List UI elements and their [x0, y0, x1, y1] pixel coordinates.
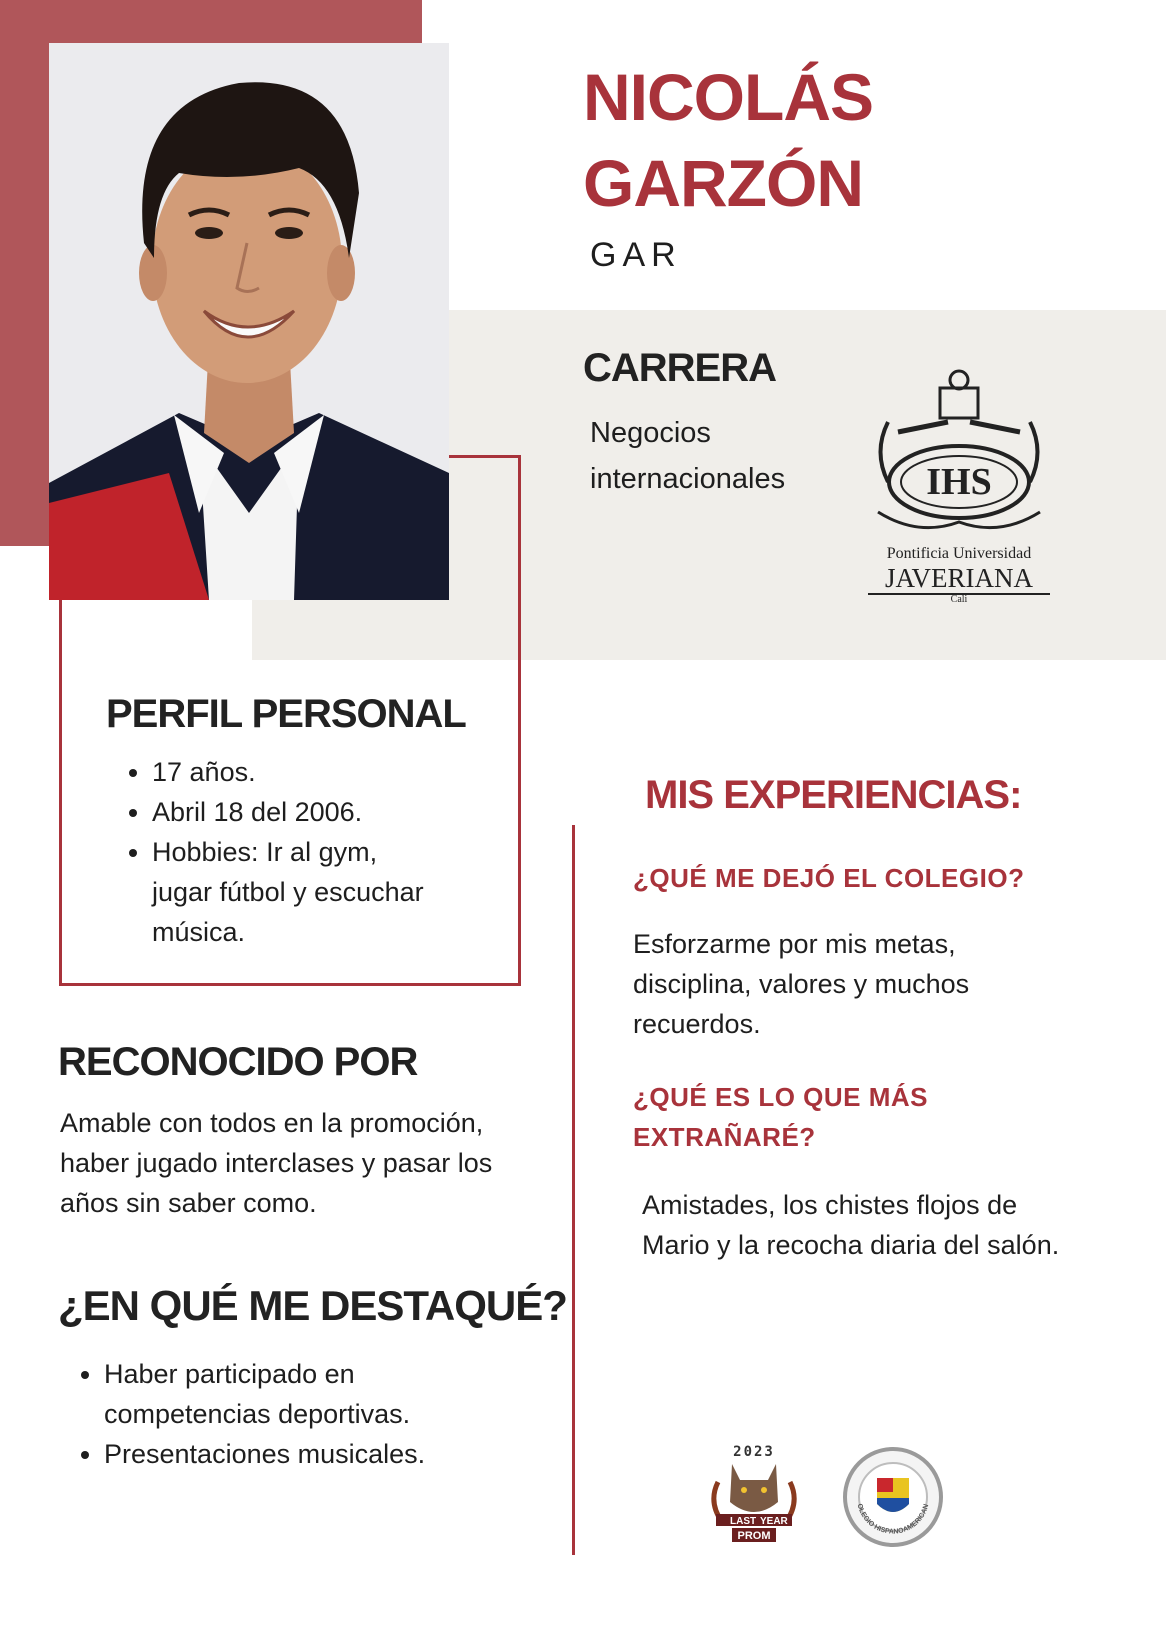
question-school: ¿QUÉ ME DEJÓ EL COLEGIO? [633, 863, 1025, 893]
prom-line3: PROM [737, 1530, 771, 1542]
prom-line1: LAST [730, 1516, 757, 1527]
university-line1: Pontificia Universidad [886, 545, 1032, 562]
university-line3: Cali [950, 594, 968, 605]
highlights-list [72, 1354, 512, 1474]
highlight-item: • Haber participado en competencias deportivas. [104, 1354, 512, 1434]
profile-item: • Hobbies: Ir al gym, jugar fútbol y escuchar música. [152, 832, 440, 952]
prom-line2: YEAR [760, 1516, 788, 1527]
answer-school: Esforzarme por mis metas, disciplina, valores y muchos recuerdos. [633, 929, 970, 1039]
name-subtitle: GAR [590, 236, 682, 274]
profile-heading: PERFIL PERSONAL [106, 692, 466, 736]
university-line2: JAVERIANA [868, 563, 1050, 595]
recognized-heading: RECONOCIDO POR [58, 1040, 418, 1084]
prom-year: 2023 [733, 1444, 775, 1460]
school-name: OLEGIO HISPANOAMERICAN [855, 1503, 931, 1536]
career-program: Negocios internacionales [590, 417, 786, 495]
profile-item: • Abril 18 del 2006. [152, 792, 440, 832]
profile-item: • 17 años. [152, 752, 440, 792]
school-crest-logo [842, 1446, 944, 1548]
column-divider [572, 825, 575, 1555]
highlight-item: • Presentaciones musicales. [104, 1434, 512, 1474]
answer-miss: Amistades, los chistes flojos de Mario y la recocha diaria del salón. [642, 1190, 1060, 1260]
question-miss: ¿QUÉ ES LO QUE MÁS EXTRAÑARÉ? [633, 1082, 929, 1152]
prom-badge-logo [708, 1442, 800, 1548]
career-heading: CARRERA [583, 346, 776, 390]
portrait-photo [49, 43, 449, 600]
profile-list [120, 752, 440, 952]
student-name: NICOLÁS GARZÓN [583, 60, 873, 220]
highlights-heading: ¿EN QUÉ ME DESTAQUÉ? [58, 1282, 567, 1329]
recognized-text: Amable con todos en la promoción, haber jugado interclases y pasar los años sin saber como. [60, 1108, 493, 1218]
emblem-text: IHS [926, 461, 992, 503]
experiences-heading: MIS EXPERIENCIAS: [645, 773, 1022, 817]
university-logo [868, 362, 1050, 605]
